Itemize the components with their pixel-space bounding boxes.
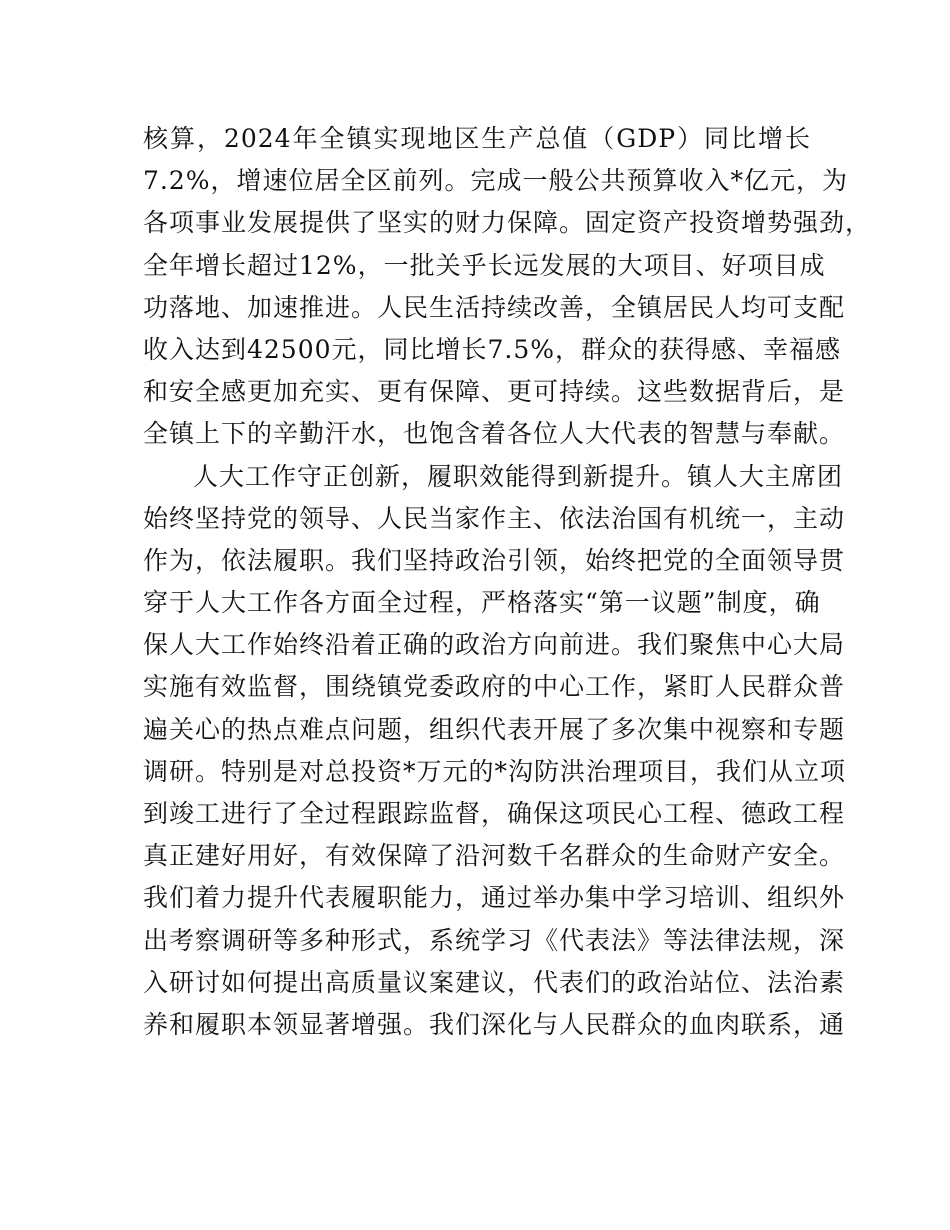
paragraph-1-line-8: 全镇上下的辛勤汗水，也饱含着各位人大代表的智慧与奉献。 <box>143 419 846 449</box>
paragraph-1-line-3: 各项事业发展提供了坚实的财力保障。固定资产投资增势强劲， <box>143 208 872 238</box>
paragraph-2-line-10: 真正建好用好，有效保障了沿河数千名群众的生命财产安全。 <box>143 841 846 871</box>
paragraph-1-line-2: 7.2%，增速位居全区前列。完成一般公共预算收入*亿元，为 <box>143 166 849 196</box>
paragraph-2-line-2: 始终坚持党的领导、人民当家作主、依法治国有机统一，主动 <box>143 503 846 533</box>
paragraph-2-line-13: 入研讨如何提出高质量议案建议，代表们的政治站位、法治素 <box>143 967 846 997</box>
paragraph-2-line-9: 到竣工进行了全过程跟踪监督，确保这项民心工程、德政工程 <box>143 799 846 828</box>
paragraph-2-line-4: 穿于人大工作各方面全过程，严格落实“第一议题”制度，确 <box>143 588 821 618</box>
paragraph-2-line-6: 实施有效监督，围绕镇党委政府的中心工作，紧盯人民群众普 <box>143 672 846 702</box>
body-text <box>143 118 872 1046</box>
paragraph-1-line-5: 功落地、加速推进。人民生活持续改善，全镇居民人均可支配 <box>143 292 846 322</box>
paragraph-2-line-8: 调研。特别是对总投资*万元的*沟防洪治理项目，我们从立项 <box>143 756 847 786</box>
paragraph-2-line-14: 养和履职本领显著增强。我们深化与人民群众的血肉联系，通 <box>143 1009 846 1039</box>
paragraph-2-line-3: 作为，依法履职。我们坚持政治引领，始终把党的全面领导贯 <box>143 545 846 575</box>
paragraph-1-line-6: 收入达到42500元，同比增长7.5%，群众的获得感、幸福感 <box>143 334 842 364</box>
paragraph-2-line-12: 出考察调研等多种形式，系统学习《代表法》等法律法规，深 <box>143 925 846 955</box>
paragraph-2-line-1: 人大工作守正创新，履职效能得到新提升。镇人大主席团 <box>193 461 844 491</box>
paragraph-2-line-7: 遍关心的热点难点问题，组织代表开展了多次集中视察和专题 <box>143 714 846 744</box>
paragraph-1-line-4: 全年增长超过12%，一批关乎长远发展的大项目、好项目成 <box>143 250 826 280</box>
paragraph-1-line-7: 和安全感更加充实、更有保障、更可持续。这些数据背后，是 <box>143 377 846 407</box>
paragraph-2-line-5: 保人大工作始终沿着正确的政治方向前进。我们聚焦中心大局 <box>143 630 846 660</box>
paragraph-1-line-1: 核算，2024年全镇实现地区生产总值（GDP）同比增长 <box>143 124 811 153</box>
paragraph-2-line-11: 我们着力提升代表履职能力，通过举办集中学习培训、组织外 <box>143 883 846 913</box>
